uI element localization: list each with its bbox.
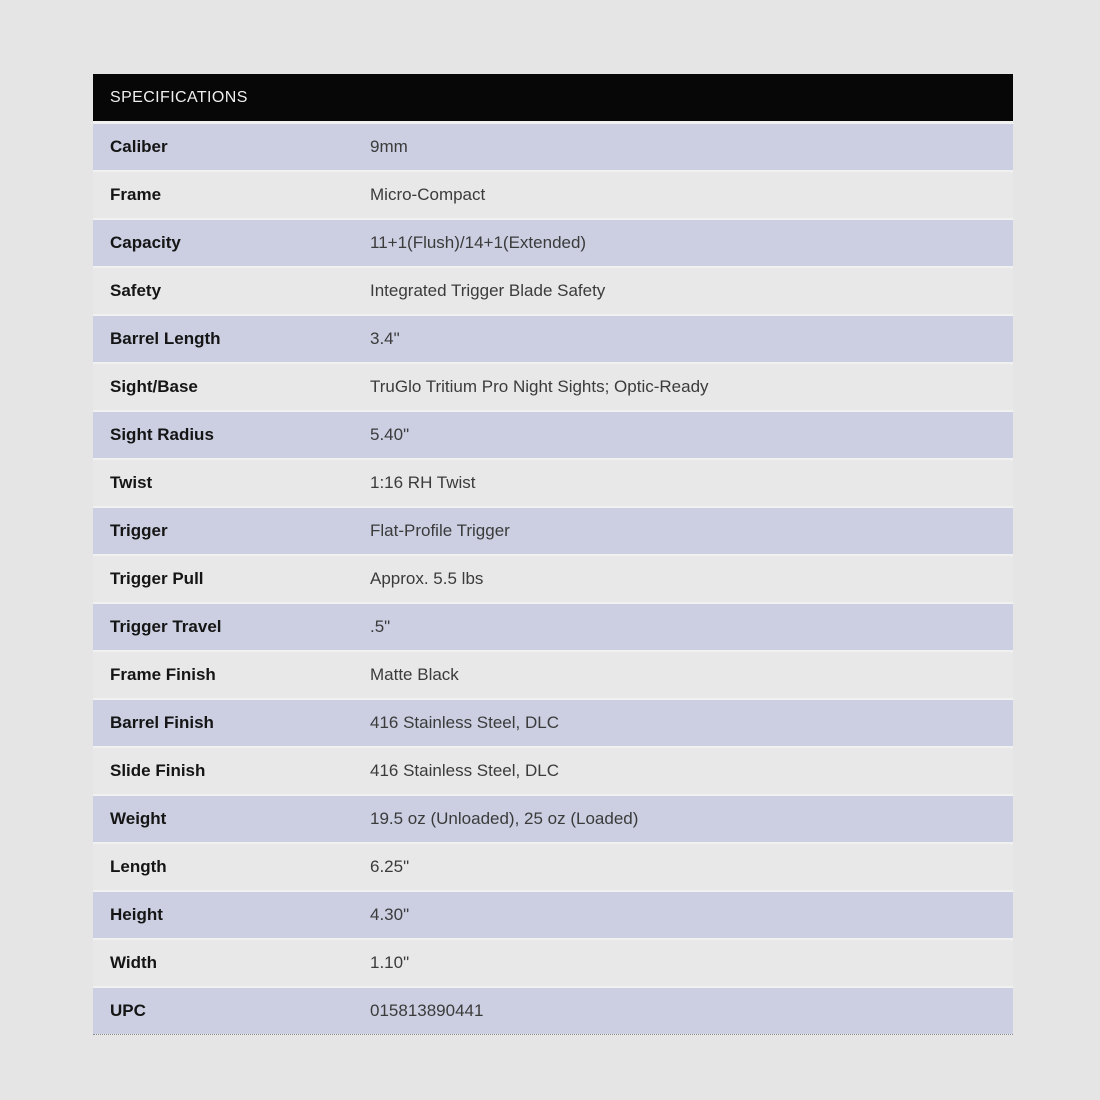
spec-value: 416 Stainless Steel, DLC: [370, 713, 559, 732]
spec-row-height: [93, 892, 1013, 938]
spec-label: Height: [110, 905, 163, 924]
spec-value: TruGlo Tritium Pro Night Sights; Optic-Ready: [370, 377, 709, 396]
spec-row-frame-finish: [93, 652, 1013, 698]
specifications-header: [93, 74, 1013, 121]
spec-label: Sight Radius: [110, 425, 214, 444]
spec-row-twist: [93, 460, 1013, 506]
spec-value: 4.30": [370, 905, 410, 924]
spec-label: Frame Finish: [110, 665, 216, 684]
spec-row-sight-base: [93, 364, 1013, 410]
spec-value: 1.10": [370, 953, 410, 972]
spec-value: 1:16 RH Twist: [370, 473, 476, 492]
spec-label: Weight: [110, 809, 167, 828]
spec-row-trigger: [93, 508, 1013, 554]
spec-row-barrel-length: [93, 316, 1013, 362]
specifications-rows: [93, 124, 1013, 1034]
specifications-header-title: SPECIFICATIONS: [110, 88, 248, 106]
spec-value: 416 Stainless Steel, DLC: [370, 761, 559, 780]
spec-label: Twist: [110, 473, 153, 492]
spec-value: Integrated Trigger Blade Safety: [370, 281, 606, 300]
spec-label: Caliber: [110, 137, 168, 156]
spec-label: Frame: [110, 185, 162, 204]
spec-row-sight-radius: [93, 412, 1013, 458]
spec-row-trigger-travel: [93, 604, 1013, 650]
spec-row-caliber: [93, 124, 1013, 170]
spec-label: Safety: [110, 281, 162, 300]
spec-row-safety: [93, 268, 1013, 314]
spec-value: Micro-Compact: [370, 185, 486, 204]
spec-value: .5": [370, 617, 391, 636]
spec-value: Flat-Profile Trigger: [370, 521, 510, 540]
spec-value: 3.4": [370, 329, 400, 348]
spec-row-length: [93, 844, 1013, 890]
spec-row-weight: [93, 796, 1013, 842]
spec-label: Trigger Travel: [110, 617, 222, 636]
spec-value: 9mm: [370, 137, 408, 156]
spec-row-frame: [93, 172, 1013, 218]
spec-label: Barrel Length: [110, 329, 221, 348]
spec-value: 11+1(Flush)/14+1(Extended): [370, 233, 587, 252]
spec-value: Matte Black: [370, 665, 459, 684]
spec-row-width: [93, 940, 1013, 986]
spec-label: Sight/Base: [110, 377, 198, 396]
spec-row-upc: [93, 988, 1013, 1034]
spec-label: Slide Finish: [110, 761, 206, 780]
spec-value: 19.5 oz (Unloaded), 25 oz (Loaded): [370, 809, 639, 828]
spec-label: Trigger Pull: [110, 569, 204, 588]
spec-row-capacity: [93, 220, 1013, 266]
spec-value: 5.40": [370, 425, 410, 444]
spec-row-trigger-pull: [93, 556, 1013, 602]
spec-label: UPC: [110, 1001, 146, 1020]
spec-value: 015813890441: [370, 1001, 484, 1020]
spec-value: 6.25": [370, 857, 410, 876]
specifications-table: [93, 74, 1013, 1035]
spec-row-barrel-finish: [93, 700, 1013, 746]
spec-value: Approx. 5.5 lbs: [370, 569, 484, 588]
spec-row-slide-finish: [93, 748, 1013, 794]
spec-label: Length: [110, 857, 167, 876]
spec-label: Width: [110, 953, 158, 972]
spec-label: Barrel Finish: [110, 713, 214, 732]
spec-label: Trigger: [110, 521, 168, 540]
spec-label: Capacity: [110, 233, 181, 252]
